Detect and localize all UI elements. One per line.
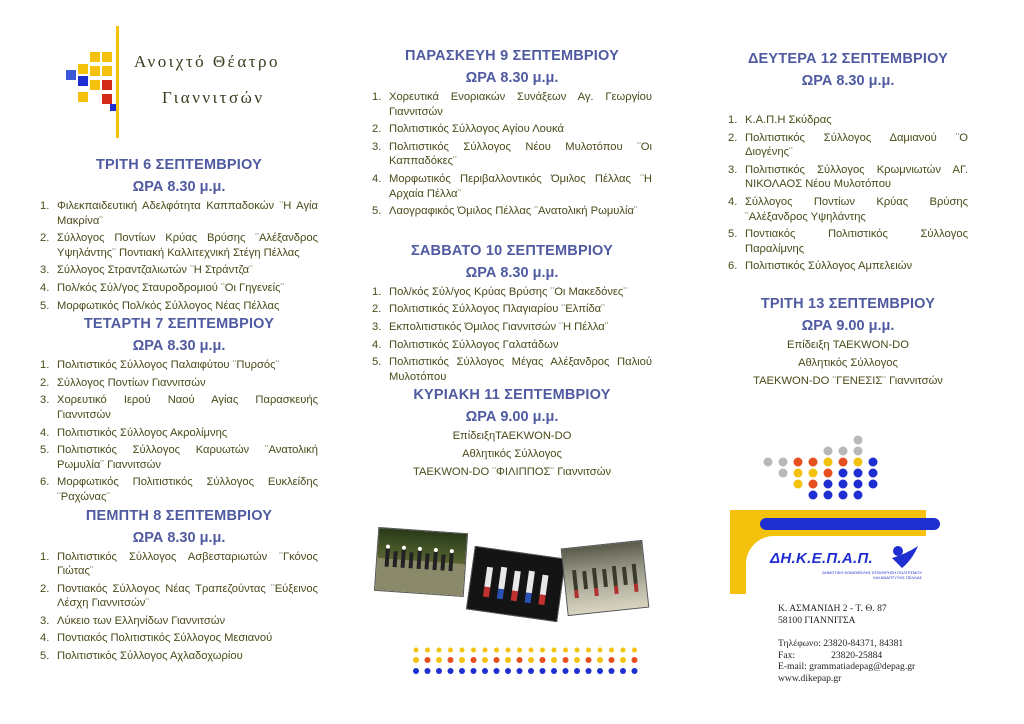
decorative-dot (632, 668, 638, 674)
decorative-dot (839, 491, 848, 500)
decorative-dot (552, 648, 557, 653)
event-line: TAEKWON-DO ¨ΓΕΝΕΣΙΣ¨ Γιαννιτσών (753, 374, 943, 387)
performer-list (40, 550, 318, 664)
decorative-dot (839, 458, 848, 467)
day-heading: ΤΡΙΤΗ 6 ΣΕΠΤΕΜΒΡΙΟΥ (96, 157, 262, 173)
list-item: 2. Πολιτιστικός Σύλλογος Πλαγιαρίου ¨Ελπίδα¨ (372, 303, 605, 316)
time-heading: ΩΡΑ 8.30 μ.μ. (132, 338, 226, 355)
list-item: 6. Μορφωτικός Πολιτιστικός Σύλλογος Ευκλείδης ¨Ραχώνας¨ (40, 476, 318, 503)
decorative-dot (494, 668, 500, 674)
decorative-dot (517, 648, 522, 653)
decorative-dot (869, 458, 878, 467)
decorative-dot (575, 648, 580, 653)
list-item: 3. Πολιτιστικός Σύλλογος Νέου Μυλοτόπου ¨Οι Καππαδόκες¨ (372, 140, 652, 168)
decorative-dot (540, 648, 545, 653)
list-item: 4. Πολ/κός Σύλ/γος Σταυροδρομιού ¨Οι Γηγενείς¨ (40, 281, 285, 294)
time-heading: ΩΡΑ 8.30 μ.μ. (465, 264, 559, 281)
decorative-dot (621, 648, 626, 653)
decorative-dot (482, 657, 488, 663)
time-heading: ΩΡΑ 9.00 μ.μ. (801, 317, 895, 334)
decorative-dot (505, 657, 511, 663)
decorative-dot (854, 458, 863, 467)
performer-list (372, 90, 652, 219)
decorative-dot (854, 491, 863, 500)
decorative-dot (824, 447, 833, 456)
phone-line: Τηλέφωνο: 23820-84371, 84381 (778, 638, 904, 649)
dancers-image (375, 528, 467, 596)
day-heading: ΣΑΒΒΑΤΟ 10 ΣΕΠΤΕΜΒΡΙΟΥ (410, 242, 613, 259)
right-column (728, 0, 968, 390)
list-item: 5. Μορφωτικός Πολ/κός Σύλλογος Νέας Πέλλας (40, 299, 280, 312)
decorative-dot (632, 657, 638, 663)
decorative-dot (494, 648, 499, 653)
decorative-dot (609, 668, 615, 674)
dance-photo-2 (466, 546, 566, 622)
list-item: 5. Ποντιακός Πολιτιστικός Σύλλογος Παραλίμνης (728, 228, 968, 255)
decorative-dot (563, 668, 569, 674)
fax-line (778, 650, 915, 662)
decorative-dot (794, 469, 803, 478)
decorative-dot (854, 480, 863, 489)
dancers-image (562, 541, 648, 615)
decorative-dot (809, 491, 818, 500)
decorative-dot (609, 648, 614, 653)
figure-icon (888, 544, 922, 574)
decorative-dot (794, 458, 803, 467)
decorative-dot (824, 458, 833, 467)
dikepap-logo (730, 510, 940, 596)
list-item: 4. Μορφωτικός Περιβαλλοντικός Όμιλος Πέλλας ¨Η Αρχαία Πέλλα¨ (372, 172, 652, 200)
day-heading: ΠΕΜΠΤΗ 8 ΣΕΠΤΕΜΒΡΙΟΥ (85, 507, 273, 524)
decorative-dot (471, 668, 477, 674)
decorative-dot (505, 668, 511, 674)
day-heading: ΤΡΙΤΗ 13 ΣΕΠΤΕΜΒΡΙΟΥ (760, 295, 936, 312)
list-item: 3. Λύκειο των Ελληνίδων Γιαννιτσών (40, 614, 226, 627)
decorative-dot (460, 648, 465, 653)
event-line: ΕπίδειξηTAEKWON-DO (452, 430, 572, 443)
list-item: 1. Φιλεκπαιδευτική Αδελφότητα Καππαδοκών ¨Η Αγία Μακρίνα¨ (40, 200, 318, 227)
list-item: 5. Πολιτιστικός Σύλλογος Αχλαδοχωρίου (40, 650, 243, 663)
decorative-dot (540, 668, 546, 674)
day-heading: ΚΥΡΙΑΚΗ 11 ΣΕΠΤΕΜΒΡΙΟΥ (413, 387, 611, 404)
time-heading: ΩΡΑ 9.00 μ.μ. (465, 409, 559, 426)
event-line: TAEKWON-DO ¨ΦΙΛΙΠΠΟΣ¨ Γιαννιτσών (412, 466, 612, 479)
decorative-dot (471, 657, 477, 663)
decorative-dot (551, 657, 557, 663)
address-line2: 58100 ΓΙΑΝΝΙΤΣΑ (778, 614, 856, 626)
decorative-dot (459, 657, 465, 663)
decorative-dot (459, 668, 465, 674)
decorative-dot (482, 668, 488, 674)
decorative-dot (598, 648, 603, 653)
decorative-dot (779, 469, 788, 478)
event-line: Επίδειξη TAEKWON-DO (787, 338, 909, 351)
performer-list (372, 285, 652, 385)
decorative-dot (563, 657, 569, 663)
decorative-dot-strip (410, 646, 650, 678)
decorative-dot (413, 657, 419, 663)
decorative-dot (597, 668, 603, 674)
dance-photo-1 (374, 527, 468, 597)
performer-list (40, 199, 318, 313)
logo-name: ΔΗ.Κ.Ε.Π.Α.Π. (770, 550, 874, 567)
day-heading: ΠΑΡΑΣΚΕΥΗ 9 ΣΕΠΤΕΜΒΡΙΟΥ (405, 48, 619, 64)
decorative-dot (551, 668, 557, 674)
logo-blue-bar (760, 518, 940, 530)
decorative-dot (448, 668, 454, 674)
decorative-dot (413, 668, 419, 674)
decorative-dot (809, 480, 818, 489)
fax-label: Fax: (778, 649, 796, 661)
decorative-dot (574, 657, 580, 663)
performer-list (728, 113, 968, 274)
list-item: 1. Πολιτιστικός Σύλλογος Ασβεσταριωτών ¨Γκόνος Γιώτας¨ (40, 550, 318, 578)
list-item: 4. Πολιτιστικός Σύλλογος Γαλατάδων (372, 338, 559, 351)
list-item: 3. Χορευτικό Ιερού Ναού Αγίας Παρασκευής Γιαννιτσών (40, 394, 318, 421)
logo-subtitle: ΔΗΜΟΤΙΚΗ ΚΟΙΝΩΦΕΛΗΣ ΕΠΙΧΕΙΡΗΣΗ ΠΟΛΙΤΙΣΜΟΥ ΚΑΙ ΑΝΑΠΤΥΞΗΣ ΠΕΛΛΑΣ (822, 570, 922, 580)
decorative-dot (620, 668, 626, 674)
address-line1: Κ. ΑΣΜΑΝΙΔΗ 2 - Τ. Θ. 87 (778, 603, 887, 614)
list-item: 2. Πολιτιστικός Σύλλογος Δαμιανού ¨Ο Διογένης¨ (728, 131, 968, 159)
time-heading: ΩΡΑ 8.30 μ.μ. (801, 73, 895, 89)
list-item: 4. Σύλλογος Ποντίων Κρύας Βρύσης ¨Αλέξανδρος Υψηλάντης (728, 195, 968, 223)
list-item: 3. Σύλλογος Στραντζαλιωτών ¨Η Στράντζα¨ (40, 264, 253, 277)
web-line[interactable]: www.dikepap.gr (778, 672, 842, 684)
list-item: 2. Σύλλογος Ποντίων Γιαννιτσών (40, 376, 206, 389)
decorative-dot (586, 668, 592, 674)
decorative-dot (869, 480, 878, 489)
list-item: 3. Πολιτιστικός Σύλλογος Κρωμνιωτών ΑΓ. ΝΙΚΟΛΑΟΣ Νέου Μυλοτόπου (728, 163, 968, 191)
decorative-dot (437, 648, 442, 653)
decorative-dot (425, 648, 430, 653)
decorative-dot (854, 447, 863, 456)
email-line[interactable]: E-mail: grammatiadepag@depag.gr (778, 661, 916, 672)
decorative-dot (854, 436, 863, 445)
list-item: 1. Χορευτικά Ενοριακών Συνάξεων Αγ. Γεωργίου Γιαννιτσών (372, 91, 652, 118)
list-item: 3. Εκπολιτιστικός Όμιλος Γιαννιτσών ¨Η Πέλλα¨ (372, 320, 609, 333)
contact-block (778, 603, 915, 684)
decorative-dot (425, 668, 431, 674)
left-column (40, 0, 318, 667)
decorative-dot (540, 657, 546, 663)
decorative-dot (632, 648, 637, 653)
decorative-dot (854, 469, 863, 478)
decorative-dot (809, 458, 818, 467)
decorative-dot (574, 668, 580, 674)
list-item: 1. Πολιτιστικός Σύλλογος Παλαιφύτου ¨Πυρσός¨ (40, 359, 280, 372)
decorative-dot (586, 648, 591, 653)
decorative-dot (448, 657, 454, 663)
decorative-dot (809, 469, 818, 478)
day-heading: ΤΕΤΑΡΤΗ 7 ΣΕΠΤΕΜΒΡΙΟΥ (83, 316, 275, 333)
decorative-dot (471, 648, 476, 653)
decorative-dot (425, 657, 431, 663)
time-heading: ΩΡΑ 8.30 μ.μ. (132, 179, 226, 195)
theatre-title-line1: Ανοιχτό Θέατρο (134, 52, 281, 71)
list-item: 6. Πολιτιστικός Σύλλογος Αμπελειών (728, 260, 913, 273)
decorative-dot (869, 469, 878, 478)
time-heading: ΩΡΑ 8.30 μ.μ. (132, 529, 226, 546)
decorative-dot (529, 648, 534, 653)
list-item: 4. Πολιτιστικός Σύλλογος Ακρολίμνης (40, 426, 228, 439)
decorative-dot (483, 648, 488, 653)
decorative-dot (506, 648, 511, 653)
dancers-image (467, 547, 565, 621)
dance-photo-3 (561, 540, 650, 616)
middle-column (372, 0, 652, 481)
theatre-title-line2: Γιαννιτσών (162, 88, 265, 107)
decorative-dot (794, 480, 803, 489)
list-item: 5. Λαογραφικός Όμιλος Πέλλας ¨Ανατολική Ρωμυλία¨ (372, 205, 638, 218)
decorative-dot (494, 657, 500, 663)
decorative-dot (839, 469, 848, 478)
list-item: 5. Πολιτιστικός Σύλλογος Μέγας Αλέξανδρος Παλιού Μυλοτόπου (372, 356, 652, 383)
decorative-dot (517, 657, 523, 663)
list-item: 4. Ποντιακός Πολιτιστικός Σύλλογος Μεσιανού (40, 632, 273, 645)
decorative-dot (824, 491, 833, 500)
list-item: 2. Ποντιακός Σύλλογος Νέας Τραπεζούντας ¨Εύξεινος Λέσχη Γιαννιτσών¨ (40, 582, 318, 610)
decorative-dot (528, 657, 534, 663)
list-item: 1. Πολ/κός Σύλ/γος Κρύας Βρύσης ¨Οι Μακεδόνες¨ (372, 285, 628, 298)
day-heading: ΔΕΥΤΕΡΑ 12 ΣΕΠΤΕΜΒΡΙΟΥ (747, 51, 949, 67)
performer-list (40, 358, 318, 504)
decorative-dot (764, 458, 773, 467)
decorative-dot (436, 657, 442, 663)
decorative-dot (620, 657, 626, 663)
decorative-dot (414, 648, 419, 653)
decorative-dot (563, 648, 568, 653)
list-item: 2. Σύλλογος Ποντίων Κρύας Βρύσης ¨Αλέξανδρος Υψηλάντης¨ Ποντιακή Καλλιτεχνική Στέγη Πέλλας (40, 232, 318, 259)
decorative-dot (517, 668, 523, 674)
list-item: 2. Πολιτιστικός Σύλλογος Αγίου Λουκά (372, 123, 564, 136)
decorative-dot (824, 469, 833, 478)
fax-value: 23820-25884 (831, 649, 883, 661)
decorative-dot-triangle (760, 434, 890, 500)
decorative-dot (609, 657, 615, 663)
decorative-dot (528, 668, 534, 674)
decorative-dot (824, 480, 833, 489)
list-item: 5. Πολιτιστικός Σύλλογος Καρυωτών ¨Ανατολική Ρωμυλία¨ Γιαννιτσών (40, 444, 318, 471)
decorative-dot (448, 648, 453, 653)
list-item: 1. Κ.Α.Π.Η Σκύδρας (728, 114, 832, 126)
decorative-dot (436, 668, 442, 674)
decorative-dot (839, 480, 848, 489)
decorative-dot (779, 458, 788, 467)
decorative-dot (586, 657, 592, 663)
time-heading: ΩΡΑ 8.30 μ.μ. (465, 70, 559, 86)
decorative-dot (597, 657, 603, 663)
event-line: Αθλητικός Σύλλογος (462, 448, 562, 461)
event-line: Αθλητικός Σύλλογος (798, 356, 898, 369)
decorative-dot (839, 447, 848, 456)
